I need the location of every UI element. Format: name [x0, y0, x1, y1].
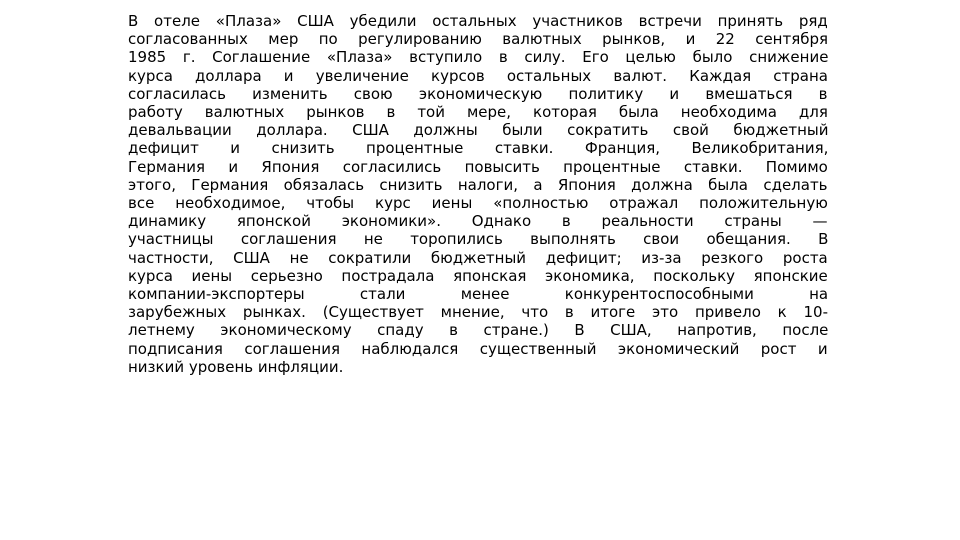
text-line: участницы соглашения не торопились выполнять свои обещания. В [128, 230, 829, 249]
text-line: работу валютных рынков в той мере, которая была необходима для [128, 103, 828, 122]
text-line: зарубежных рынках. (Существует мнение, что в итоге это привело к 10- [128, 303, 828, 322]
text-line: компании-экспортеры стали менее конкурентоспособными на [128, 285, 829, 304]
text-line: курса иены серьезно пострадала японская экономика, поскольку японские [128, 266, 828, 285]
body-text [128, 12, 828, 376]
text-line: 1985 г. Соглашение «Плаза» вступило в силу. Его целью было снижение [128, 48, 829, 67]
text-line: согласованных мер по регулированию валютных рынков, и 22 сентября [128, 30, 829, 49]
text-line: Германия и Япония согласились повысить процентные ставки. Помимо [128, 157, 828, 176]
text-line: дефицит и снизить процентные ставки. Франция, Великобритания, [128, 139, 829, 158]
text-line: В отеле «Плаза» США убедили остальных участников встречи принять ряд [128, 12, 828, 30]
text-line: низкий уровень инфляции. [128, 357, 344, 376]
text-line: девальвации доллара. США должны были сократить свой бюджетный [128, 121, 829, 140]
text-line: летнему экономическому спаду в стране.) В США, напротив, после [128, 321, 829, 340]
text-line: все необходимое, чтобы курс иены «полностью отражал положительную [128, 194, 828, 213]
text-line: согласилась изменить свою экономическую политику и вмешаться в [128, 84, 828, 103]
text-line: подписания соглашения наблюдался существенный экономический рост и [128, 339, 828, 358]
text-line: динамику японской экономики». Однако в реальности страны — [128, 212, 828, 231]
text-line: курса доллара и увеличение курсов остальных валют. Каждая страна [128, 66, 828, 85]
text-line: этого, Германия обязалась снизить налоги, а Япония должна была сделать [128, 175, 828, 194]
text-line: частности, США не сократили бюджетный дефицит; из-за резкого роста [128, 248, 828, 267]
